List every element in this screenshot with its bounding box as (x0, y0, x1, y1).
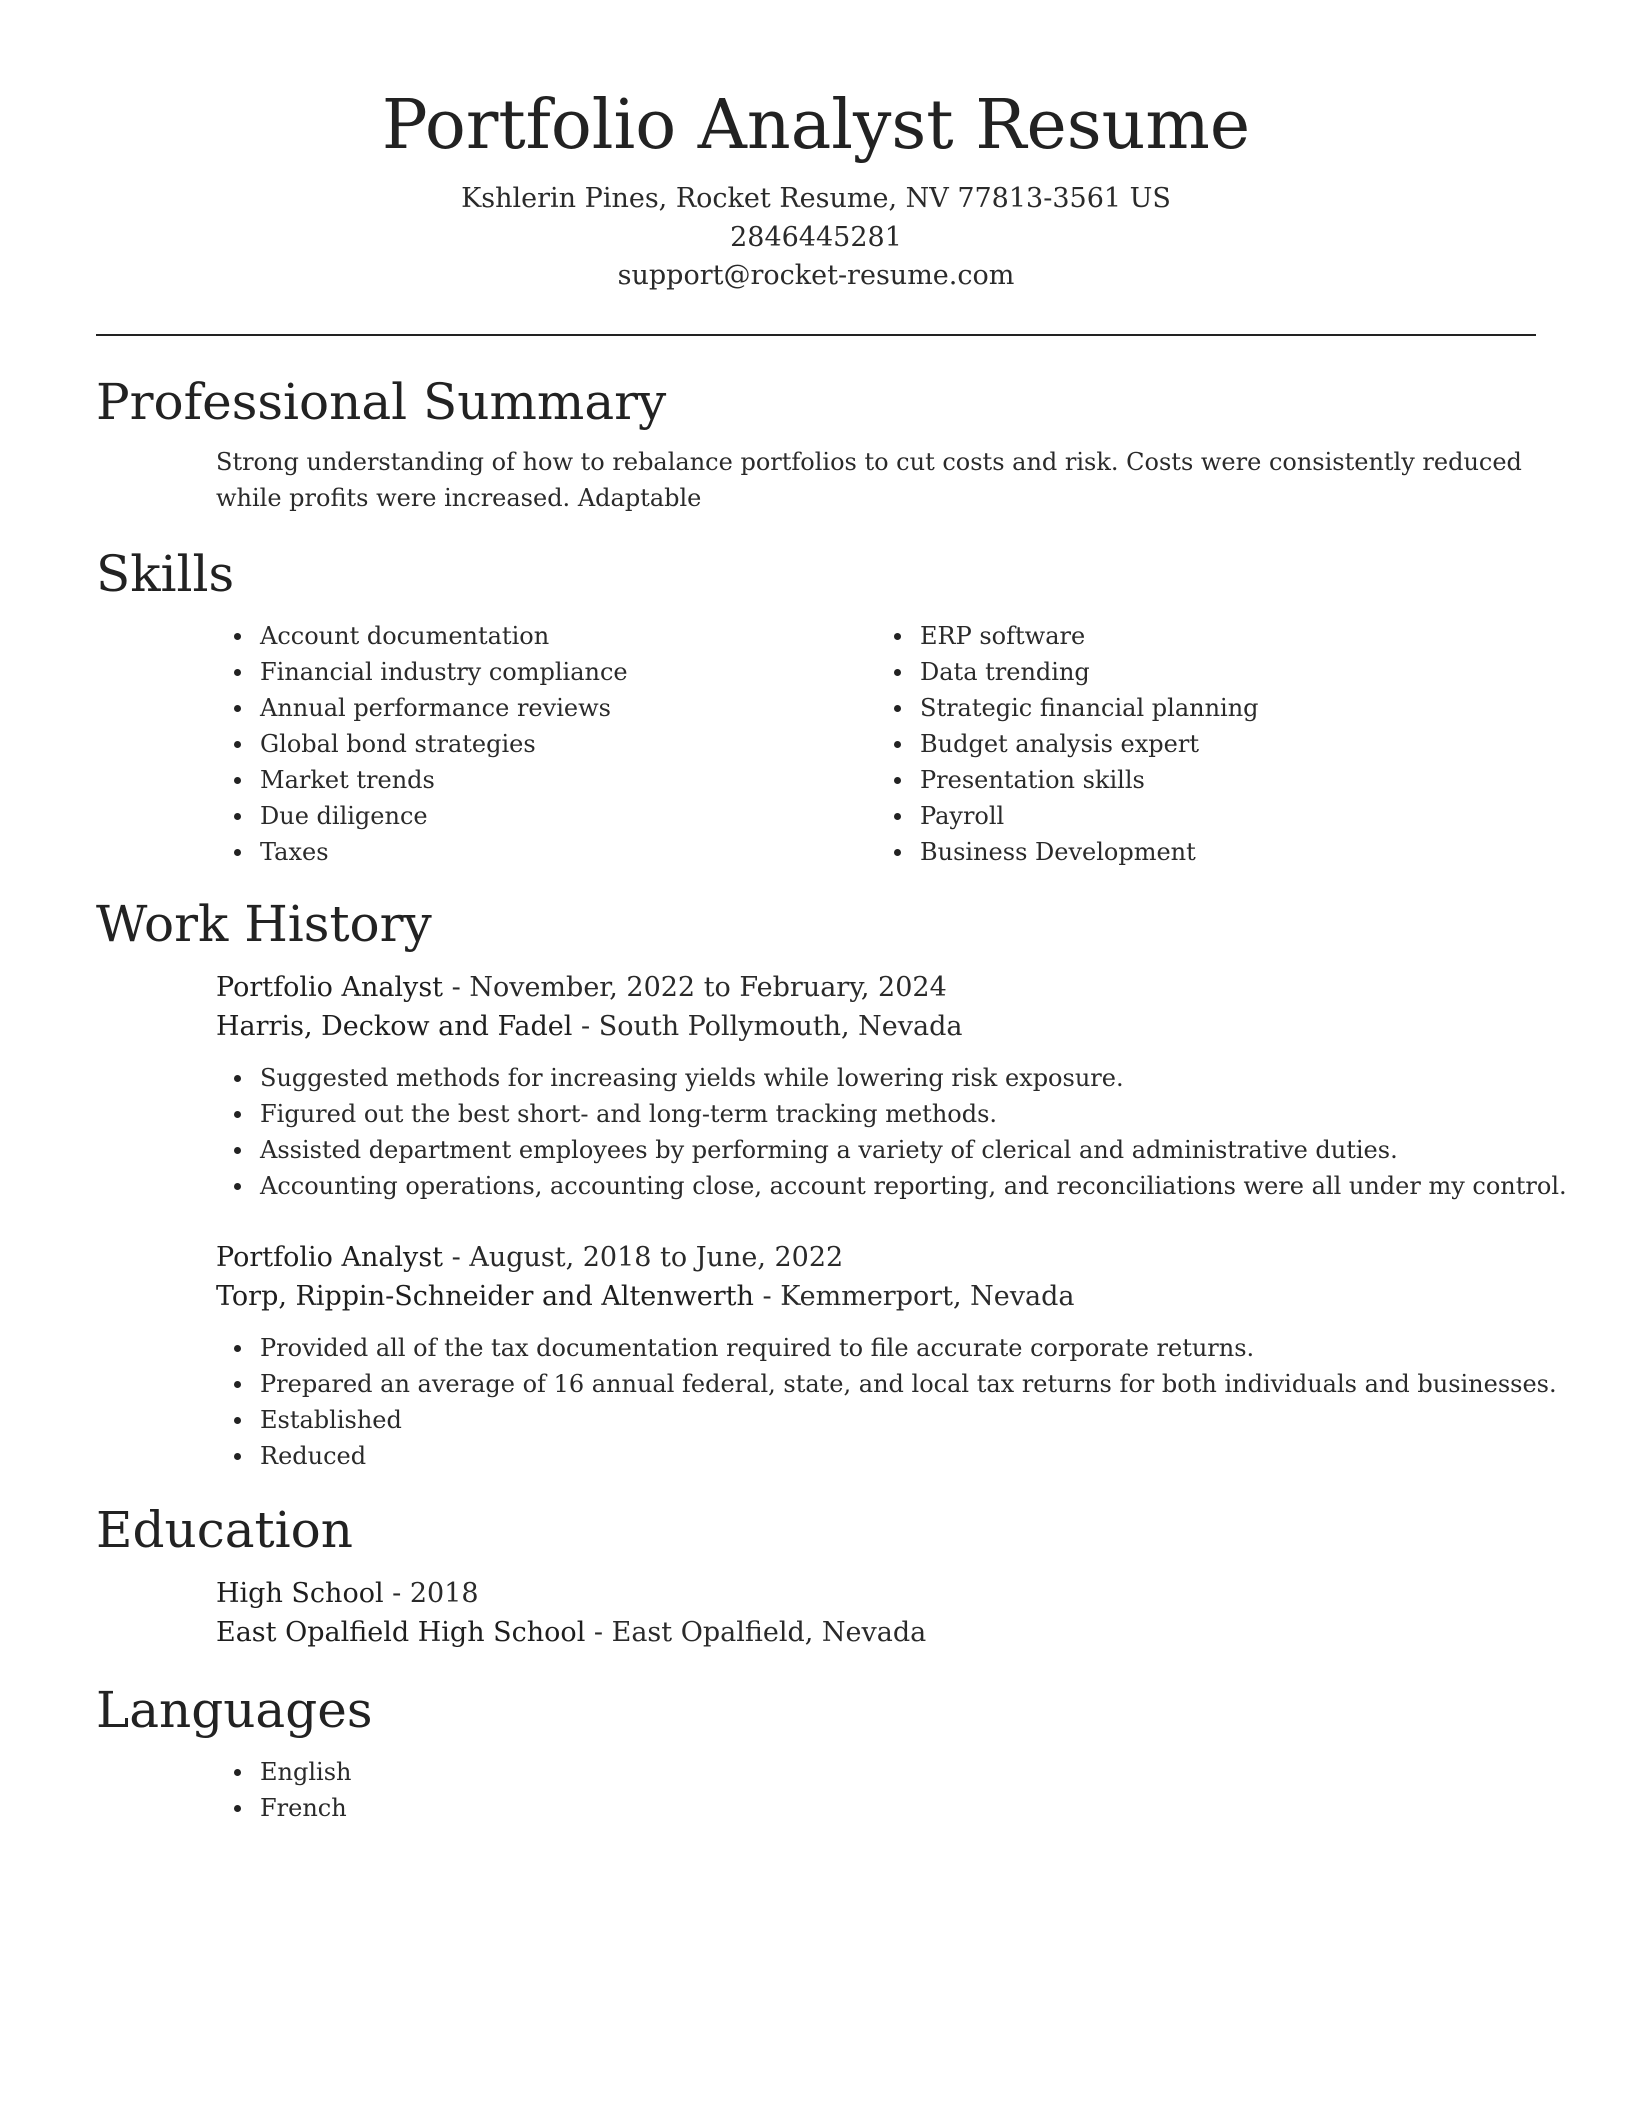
job-title-line (216, 968, 1536, 1007)
skills-column-right (876, 618, 1536, 870)
job-bullets (216, 1330, 1557, 1474)
job-entry (216, 968, 1567, 1204)
skill-item: Strategic financial planning (920, 690, 1536, 726)
languages-list-wrap (216, 1754, 1536, 1826)
job-title: Portfolio Analyst (216, 1241, 444, 1273)
skill-item: Financial industry compliance (260, 654, 876, 690)
skills-section (96, 544, 1536, 870)
education-section (96, 1500, 1536, 1652)
skill-item: Budget analysis expert (920, 726, 1536, 762)
contact-email: support@rocket-resume.com (617, 260, 1015, 291)
summary-heading: Professional Summary (96, 372, 667, 431)
job-dates: - August, 2018 to June, 2022 (443, 1241, 844, 1273)
skill-item: Payroll (920, 798, 1536, 834)
job-location: - Kemmerport, Nevada (753, 1280, 1075, 1312)
skill-item: Due diligence (260, 798, 876, 834)
skills-column-left (216, 618, 876, 870)
skill-item: Taxes (260, 834, 876, 870)
education-degree-line (216, 1574, 1536, 1613)
job-bullet: Prepared an average of 16 annual federal, state, and local tax returns for both individuals and businesses. (260, 1366, 1536, 1402)
job-company-line (216, 1277, 1536, 1316)
job-entry (216, 1238, 1557, 1474)
skill-item: Account documentation (260, 618, 876, 654)
job-title-line (216, 1238, 1536, 1277)
skills-heading: Skills (96, 544, 235, 603)
language-item: French (260, 1790, 1536, 1826)
skill-item: Business Development (920, 834, 1536, 870)
languages-list (216, 1754, 1536, 1826)
summary-section (96, 372, 1536, 516)
education-entry (216, 1574, 1536, 1652)
work-history-section (96, 894, 1567, 1474)
languages-heading: Languages (96, 1680, 373, 1739)
contact-address: Kshlerin Pines, Rocket Resume, NV 77813-3561 US (461, 183, 1171, 214)
job-bullet: Suggested methods for increasing yields while lowering risk exposure. (260, 1060, 1536, 1096)
education-location: - East Opalfield, Nevada (585, 1616, 927, 1648)
job-company-line (216, 1007, 1536, 1046)
job-bullet: Reduced (260, 1438, 1536, 1474)
education-year: - 2018 (383, 1577, 479, 1609)
skill-item: ERP software (920, 618, 1536, 654)
languages-section (96, 1680, 1536, 1826)
resume-page (96, 0, 1567, 1826)
education-degree: High School (216, 1577, 384, 1609)
contact-phone: 2846445281 (730, 221, 902, 253)
work-history-heading: Work History (96, 894, 432, 953)
job-company: Harris, Deckow and Fadel (216, 1010, 573, 1042)
education-heading: Education (96, 1500, 353, 1559)
job-bullet: Provided all of the tax documentation required to file accurate corporate returns. (260, 1330, 1536, 1366)
resume-title: Portfolio Analyst Resume (381, 86, 1251, 165)
skill-item: Data trending (920, 654, 1536, 690)
summary-text: Strong understanding of how to rebalance portfolios to cut costs and risk. Costs were consistently reduced while profits were increased. Adaptable (216, 447, 1522, 512)
job-title: Portfolio Analyst (216, 971, 444, 1003)
skills-grid (216, 618, 1536, 870)
job-bullet: Established (260, 1402, 1536, 1438)
language-item: English (260, 1754, 1536, 1790)
job-company: Torp, Rippin-Schneider and Altenwerth (216, 1280, 754, 1312)
skill-item: Global bond strategies (260, 726, 876, 762)
job-bullets (216, 1060, 1567, 1204)
education-school-line (216, 1613, 1536, 1652)
job-bullet: Assisted department employees by performing a variety of clerical and administrative duties. (260, 1132, 1536, 1168)
skill-item: Annual performance reviews (260, 690, 876, 726)
job-bullet: Figured out the best short- and long-term tracking methods. (260, 1096, 1536, 1132)
job-dates: - November, 2022 to February, 2024 (443, 971, 947, 1003)
header-divider (96, 334, 1536, 336)
skill-item: Market trends (260, 762, 876, 798)
job-bullet: Accounting operations, accounting close, account reporting, and reconciliations were all under my control. (260, 1168, 1536, 1204)
skill-item: Presentation skills (920, 762, 1536, 798)
job-location: - South Pollymouth, Nevada (572, 1010, 963, 1042)
education-school: East Opalfield High School (216, 1616, 586, 1648)
contact-block (96, 180, 1536, 296)
